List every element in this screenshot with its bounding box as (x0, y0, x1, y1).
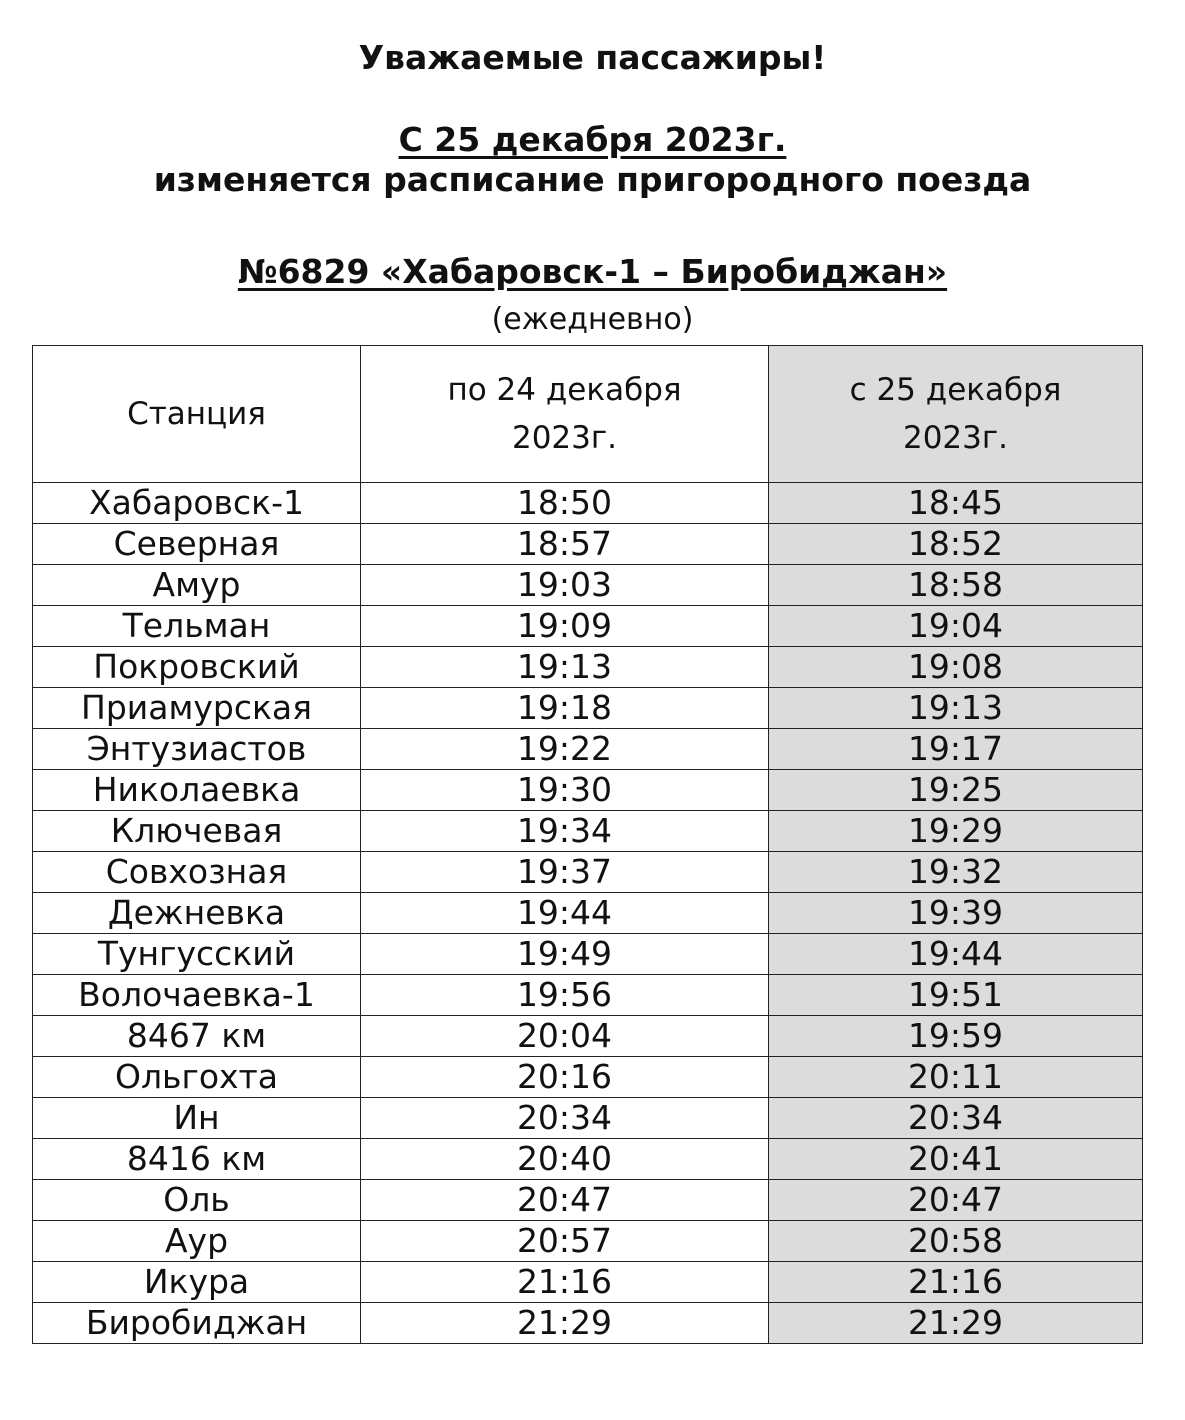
new-time-cell: 19:25 (769, 770, 1143, 811)
new-time-cell: 19:32 (769, 852, 1143, 893)
schedule-table (32, 345, 1143, 1344)
station-header-label: Станция (127, 396, 266, 432)
old-time-cell: 20:57 (361, 1221, 769, 1262)
effective-date-heading: С 25 декабря 2023г. (398, 120, 787, 159)
station-cell: Ин (33, 1098, 361, 1139)
new-schedule-column-header (769, 346, 1143, 483)
old-schedule-column-header (361, 346, 769, 483)
new-time-cell: 19:51 (769, 975, 1143, 1016)
new-time-cell: 20:58 (769, 1221, 1143, 1262)
old-time-cell: 18:57 (361, 524, 769, 565)
new-time-cell: 19:44 (769, 934, 1143, 975)
table-row (33, 811, 1143, 852)
new-time-cell: 18:45 (769, 483, 1143, 524)
station-cell: Энтузиастов (33, 729, 361, 770)
station-cell: Ключевая (33, 811, 361, 852)
table-row (33, 565, 1143, 606)
station-cell: Совхозная (33, 852, 361, 893)
schedule-change-heading: изменяется расписание пригородного поезда (153, 160, 1032, 199)
old-time-cell: 21:29 (361, 1303, 769, 1344)
new-time-cell: 18:58 (769, 565, 1143, 606)
table-row (33, 852, 1143, 893)
station-cell: Амур (33, 565, 361, 606)
new-time-cell: 18:52 (769, 524, 1143, 565)
old-time-cell: 18:50 (361, 483, 769, 524)
old-time-cell: 20:40 (361, 1139, 769, 1180)
new-time-cell: 19:13 (769, 688, 1143, 729)
new-time-cell: 20:34 (769, 1098, 1143, 1139)
station-cell: Покровский (33, 647, 361, 688)
train-route-heading: №6829 «Хабаровск-1 – Биробиджан» (237, 252, 948, 291)
station-cell: Хабаровск-1 (33, 483, 361, 524)
table-row (33, 1139, 1143, 1180)
table-row (33, 975, 1143, 1016)
old-schedule-header-line2: 2023г. (511, 420, 618, 456)
old-time-cell: 19:03 (361, 565, 769, 606)
table-row (33, 729, 1143, 770)
new-schedule-header-line1: с 25 декабря (849, 372, 1062, 408)
schedule-body (33, 483, 1143, 1344)
station-cell: Тельман (33, 606, 361, 647)
station-cell: 8416 км (33, 1139, 361, 1180)
table-row (33, 606, 1143, 647)
table-row (33, 1221, 1143, 1262)
old-time-cell: 19:18 (361, 688, 769, 729)
old-time-cell: 21:16 (361, 1262, 769, 1303)
table-row (33, 524, 1143, 565)
station-column-header (33, 346, 361, 483)
old-time-cell: 19:56 (361, 975, 769, 1016)
old-time-cell: 19:30 (361, 770, 769, 811)
new-time-cell: 21:16 (769, 1262, 1143, 1303)
new-time-cell: 19:29 (769, 811, 1143, 852)
old-time-cell: 20:16 (361, 1057, 769, 1098)
table-row (33, 1098, 1143, 1139)
table-row (33, 483, 1143, 524)
station-cell: Тунгусский (33, 934, 361, 975)
table-row (33, 1303, 1143, 1344)
new-time-cell: 19:17 (769, 729, 1143, 770)
table-row (33, 770, 1143, 811)
old-time-cell: 19:13 (361, 647, 769, 688)
table-row (33, 1262, 1143, 1303)
old-time-cell: 19:34 (361, 811, 769, 852)
table-row (33, 1180, 1143, 1221)
old-time-cell: 20:34 (361, 1098, 769, 1139)
table-row (33, 1016, 1143, 1057)
new-time-cell: 20:47 (769, 1180, 1143, 1221)
new-time-cell: 19:08 (769, 647, 1143, 688)
table-row (33, 934, 1143, 975)
table-row (33, 1057, 1143, 1098)
table-row (33, 647, 1143, 688)
old-time-cell: 19:37 (361, 852, 769, 893)
station-cell: Аур (33, 1221, 361, 1262)
station-cell: 8467 км (33, 1016, 361, 1057)
new-time-cell: 19:59 (769, 1016, 1143, 1057)
old-time-cell: 19:09 (361, 606, 769, 647)
old-time-cell: 20:04 (361, 1016, 769, 1057)
station-cell: Приамурская (33, 688, 361, 729)
station-cell: Северная (33, 524, 361, 565)
schedule-header-row (33, 346, 1143, 483)
greeting-heading: Уважаемые пассажиры! (358, 38, 827, 77)
old-schedule-header-line1: по 24 декабря (447, 372, 682, 408)
station-cell: Биробиджан (33, 1303, 361, 1344)
new-time-cell: 20:11 (769, 1057, 1143, 1098)
new-time-cell: 19:39 (769, 893, 1143, 934)
new-time-cell: 20:41 (769, 1139, 1143, 1180)
station-cell: Икура (33, 1262, 361, 1303)
station-cell: Николаевка (33, 770, 361, 811)
table-row (33, 688, 1143, 729)
old-time-cell: 19:22 (361, 729, 769, 770)
frequency-note: (ежедневно) (491, 302, 694, 337)
old-time-cell: 20:47 (361, 1180, 769, 1221)
old-time-cell: 19:49 (361, 934, 769, 975)
station-cell: Волочаевка-1 (33, 975, 361, 1016)
station-cell: Дежневка (33, 893, 361, 934)
new-time-cell: 21:29 (769, 1303, 1143, 1344)
new-schedule-header-line2: 2023г. (902, 420, 1009, 456)
station-cell: Оль (33, 1180, 361, 1221)
new-time-cell: 19:04 (769, 606, 1143, 647)
old-time-cell: 19:44 (361, 893, 769, 934)
table-row (33, 893, 1143, 934)
station-cell: Ольгохта (33, 1057, 361, 1098)
